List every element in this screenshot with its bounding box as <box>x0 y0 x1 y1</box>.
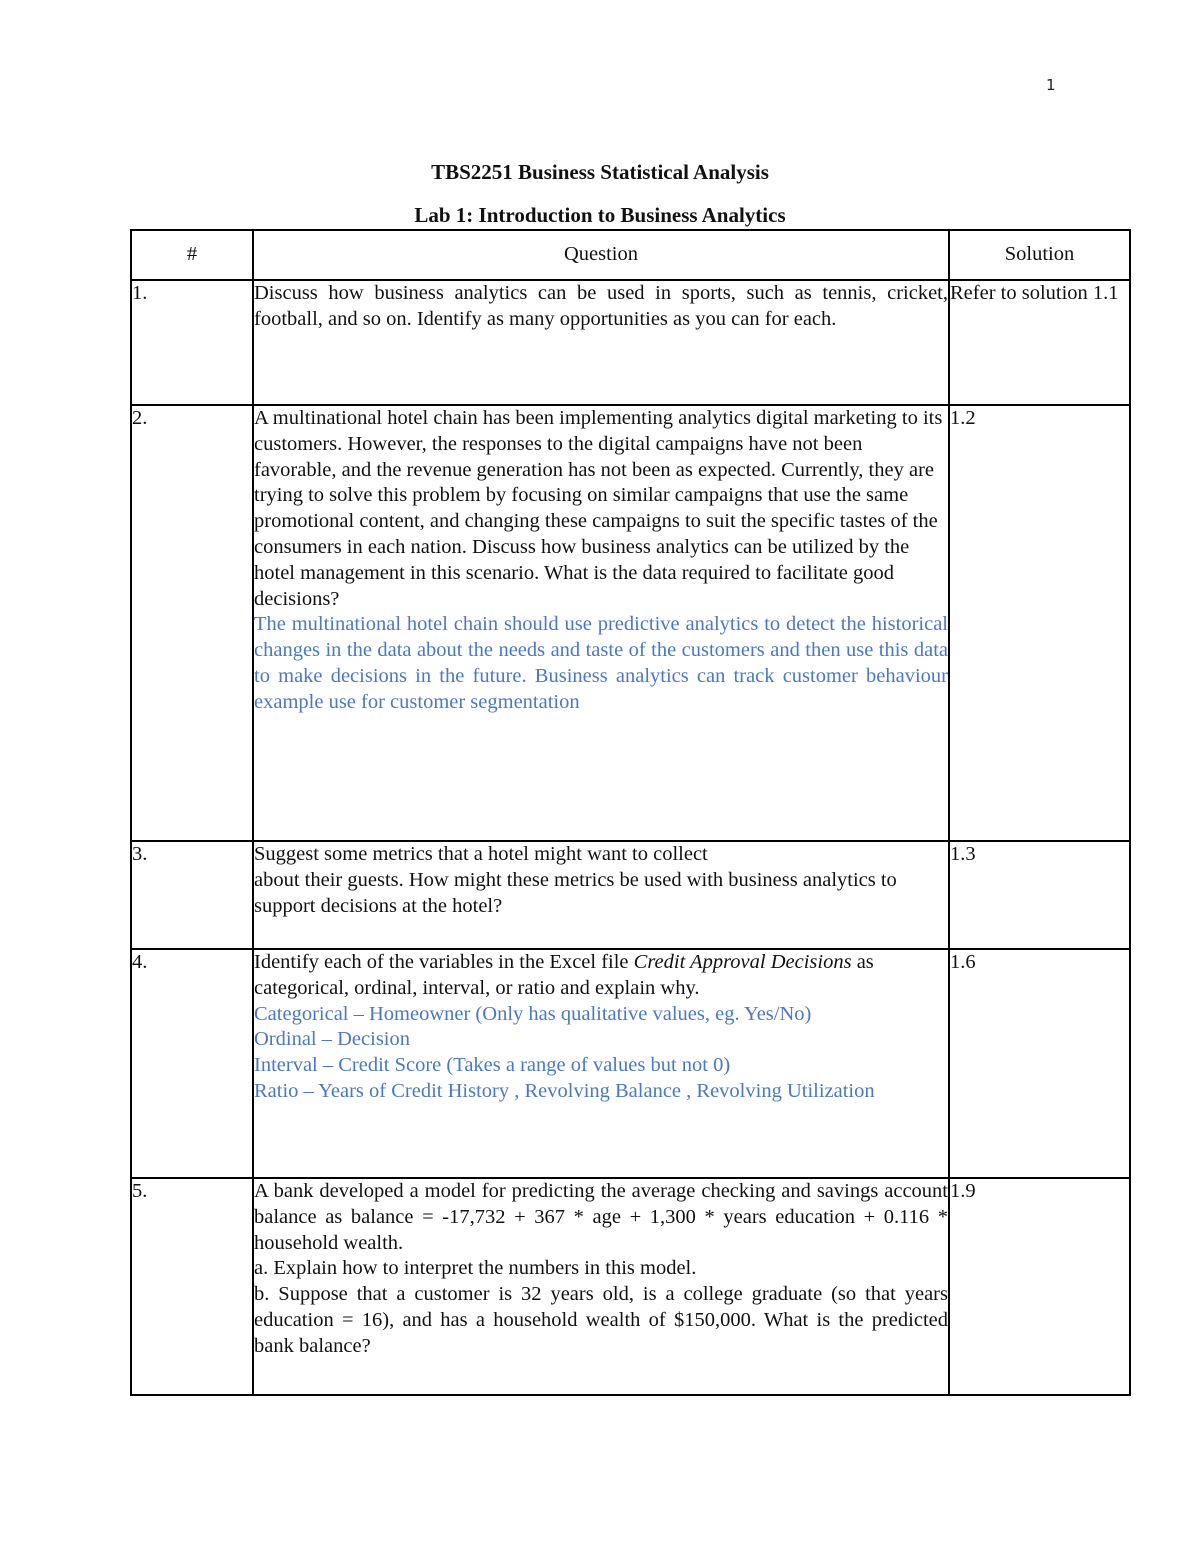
course-title: TBS2251 Business Statistical Analysis <box>431 160 769 184</box>
lab-title: Lab 1: Introduction to Business Analytics <box>414 203 786 227</box>
question-text: Suggest some metrics that a hotel might want to collect <box>254 843 708 865</box>
question-text-continued: about their guests. How might these metrics be used with business analytics to support decisions at the hotel? <box>254 868 897 917</box>
question-cell <box>253 1178 949 1395</box>
question-text: Discuss how business analytics can be used in sports, such as tennis, cricket, football, and so on. Identify as many opportunities as you can for each. <box>254 282 948 330</box>
solution-cell: 1.9 <box>949 1178 1130 1395</box>
answer-ratio: Ratio – Years of Credit History , Revolving Balance , Revolving Utilization <box>254 1079 875 1102</box>
questions-table <box>130 229 1131 1396</box>
question-cell <box>253 841 949 949</box>
question-part-a: a. Explain how to interpret the numbers in this model. <box>254 1257 697 1280</box>
solution-cell: 1.3 <box>949 841 1130 949</box>
table-row <box>131 280 1130 405</box>
header-number: # <box>131 230 253 280</box>
question-text <box>254 950 948 1002</box>
question-cell <box>253 405 949 841</box>
question-text-continued: consumers in each nation. Discuss how business analytics can be utilized by the hotel management in this scenario. What is the data required to facilitate good decisions? <box>254 535 910 610</box>
page-number: 1 <box>1046 76 1056 94</box>
table-row <box>131 841 1130 949</box>
question-text: A multinational hotel chain has been implementing analytics digital marketing to its customers. However, the responses to the digital campaigns have not been favorable, and the revenue generation has not been as expected. Currently, they are trying to solve this problem by focusing on similar campaigns that use the same promotional content, and changing these campaigns to suit the specific tastes of the <box>254 407 943 533</box>
answer-ordinal: Ordinal – Decision <box>254 1028 410 1051</box>
row-number: 3. <box>131 841 253 949</box>
table-row <box>131 949 1130 1178</box>
header-solution: Solution <box>949 230 1130 280</box>
question-text-post: as categorical, ordinal, interval, or ratio and explain why. <box>254 951 874 999</box>
excel-file-name: Credit Approval Decisions <box>633 951 852 973</box>
row-number: 1. <box>131 280 253 405</box>
answer-categorical: Categorical – Homeowner (Only has qualitative values, eg. Yes/No) <box>254 1002 812 1025</box>
solution-cell: 1.6 <box>949 949 1130 1178</box>
answer-interval: Interval – Credit Score (Takes a range of values but not 0) <box>254 1054 731 1077</box>
question-text: A bank developed a model for predicting the average checking and savings account balance as balance = -17,732 + 367 * age + 1,300 * years education + 0.116 * household wealth. <box>254 1180 948 1254</box>
table-row <box>131 405 1130 841</box>
solution-cell: 1.2 <box>949 405 1130 841</box>
row-number: 2. <box>131 405 253 841</box>
table-header-row <box>131 230 1130 280</box>
row-number: 5. <box>131 1178 253 1395</box>
answer-text: The multinational hotel chain should use predictive analytics to detect the historical changes in the data about the needs and taste of the customers and then use this data to make decisions in the future. Business analytics can track customer behaviour example use for customer segmentation <box>254 613 948 713</box>
header-question: Question <box>253 230 949 280</box>
table-row <box>131 1178 1130 1395</box>
row-number: 4. <box>131 949 253 1178</box>
question-cell <box>253 949 949 1178</box>
solution-cell: Refer to solution 1.1 <box>949 280 1130 405</box>
question-part-b: b. Suppose that a customer is 32 years old, is a college graduate (so that years education = 16), and has a household wealth of $150,000. What is the predicted bank balance? <box>254 1283 948 1357</box>
question-cell <box>253 280 949 405</box>
question-text-pre: Identify each of the variables in the Excel file <box>254 951 634 973</box>
